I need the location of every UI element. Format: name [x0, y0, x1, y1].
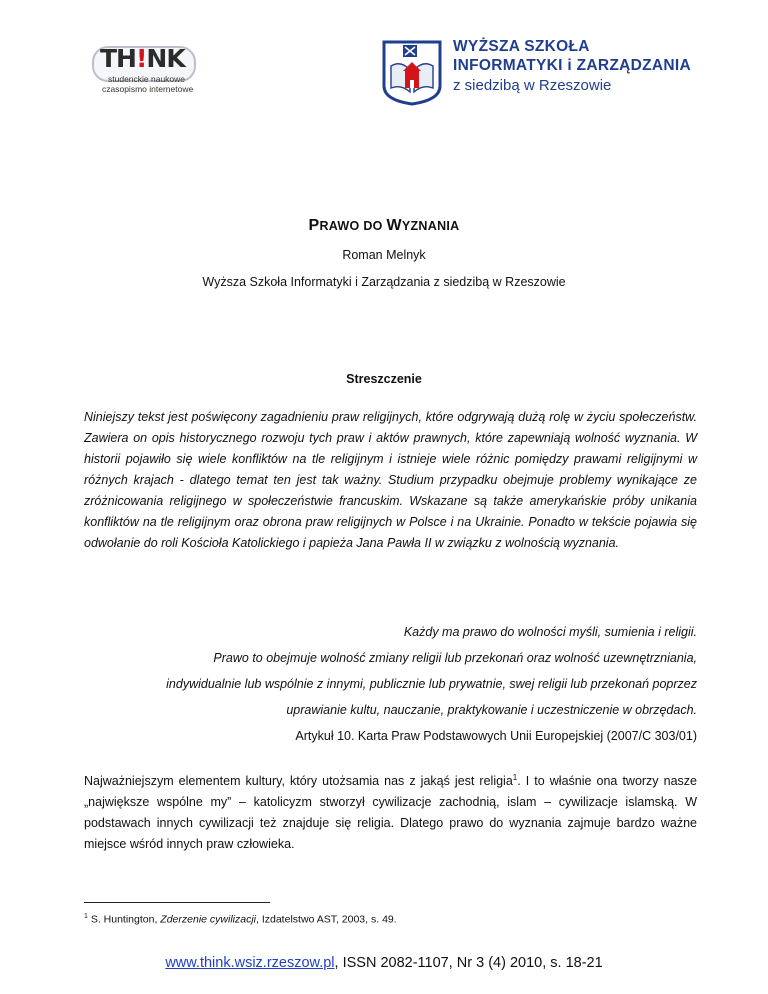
footnote-reference[interactable]: 1 [512, 772, 518, 782]
think-logo-tagline-1: studenckie naukowe [108, 74, 186, 84]
author-name: Roman Melnyk [342, 248, 426, 262]
body-text-part: Najważniejszym elementem kultury, który utożsamia nas z jakąś jest religia [84, 774, 513, 788]
think-logo-word: TH!NK [100, 44, 185, 73]
university-crest-icon [381, 40, 443, 106]
footnote-work-title: Zderzenie cywilizacji [160, 913, 256, 926]
abstract-text: Niniejszy tekst jest poświęcony zagadnieniu praw religijnych, które odgrywają dużą rolę w życiu społeczeństw. Zawiera on opis historycznego rozwoju tych praw i aktów prawnych, które zapewniają wolność wyznania. W historii pojawiło się wiele konfliktów na tle religijnym i istnieje wiele różnic pomiędzy prawami religijnymi w różnych krajach - dlatego temat ten jest tak ważny. Studium przypadku obejmuje problemy wynikające ze zróżnicowania religijnego w społeczeństwie francuskim. Wskazane są także amerykańskie próby unikania konfliktów na tle religijnym oraz obrona praw religijnych w Polsce i na Ukrainie. Ponadto w tekście pojawia się odwołanie do roli Kościoła Katolickiego i papieża Jana Pawła II w związku z wolnością wyznania. [84, 410, 697, 550]
university-name-line-2: INFORMATYKI i ZARZĄDZANIA [453, 57, 691, 74]
footnote-divider [84, 902, 270, 903]
university-name-line-1: WYŻSZA SZKOŁA [453, 38, 590, 55]
abstract-heading: Streszczenie [346, 372, 422, 386]
motto-line: Każdy ma prawo do wolności myśli, sumienia i religii. [403, 625, 697, 639]
motto-line: uprawianie kultu, nauczanie, praktykowanie i uczestniczenie w obrzędach. [286, 703, 697, 717]
body-paragraph [84, 771, 697, 855]
footnote: $^1$ S. Huntington, Zderzenie cywilizacji, Izdatelstwo AST, 2003, s. 49. [84, 913, 397, 926]
footnote-number: 1 [84, 913, 88, 920]
body-text-part: . I to właśnie ona tworzy nasze „największe wspólne my” – katolicyzm stworzył cywilizacje zachodnią, islam – cywilizacje islamską. W podstawach innych cywilizacji też znajduje się religia. Dlatego prawo do wyznania zajmuje bardzo ważne miejsce wśród innych praw człowieka. [84, 774, 697, 851]
motto-line: Prawo to obejmuje wolność zmiany religii lub przekonań oraz wolność uzewnętrzniania, [213, 651, 697, 665]
motto-source: Artykuł 10. Karta Praw Podstawowych Unii Europejskiej (2007/C 303/01) [295, 729, 697, 743]
journal-website-link[interactable]: www.think.wsiz.rzeszow.pl [165, 955, 335, 971]
footer-citation: , ISSN 2082-1107, Nr 3 (4) 2010, s. 18-21 [334, 955, 603, 971]
university-name-line-3: z siedzibą w Rzeszowie [453, 77, 612, 94]
page-footer [0, 955, 768, 971]
author-affiliation: Wyższa Szkoła Informatyki i Zarządzania z siedzibą w Rzeszowie [202, 275, 566, 289]
article-title: PRAWO DO WYZNANIA [308, 217, 460, 234]
motto-line: indywidualnie lub wspólnie z innymi, publicznie lub prywatnie, swej religii lub przekonań poprzez [166, 677, 697, 691]
think-logo-tagline-2: czasopismo internetowe [102, 84, 194, 94]
think-logo [92, 44, 208, 96]
